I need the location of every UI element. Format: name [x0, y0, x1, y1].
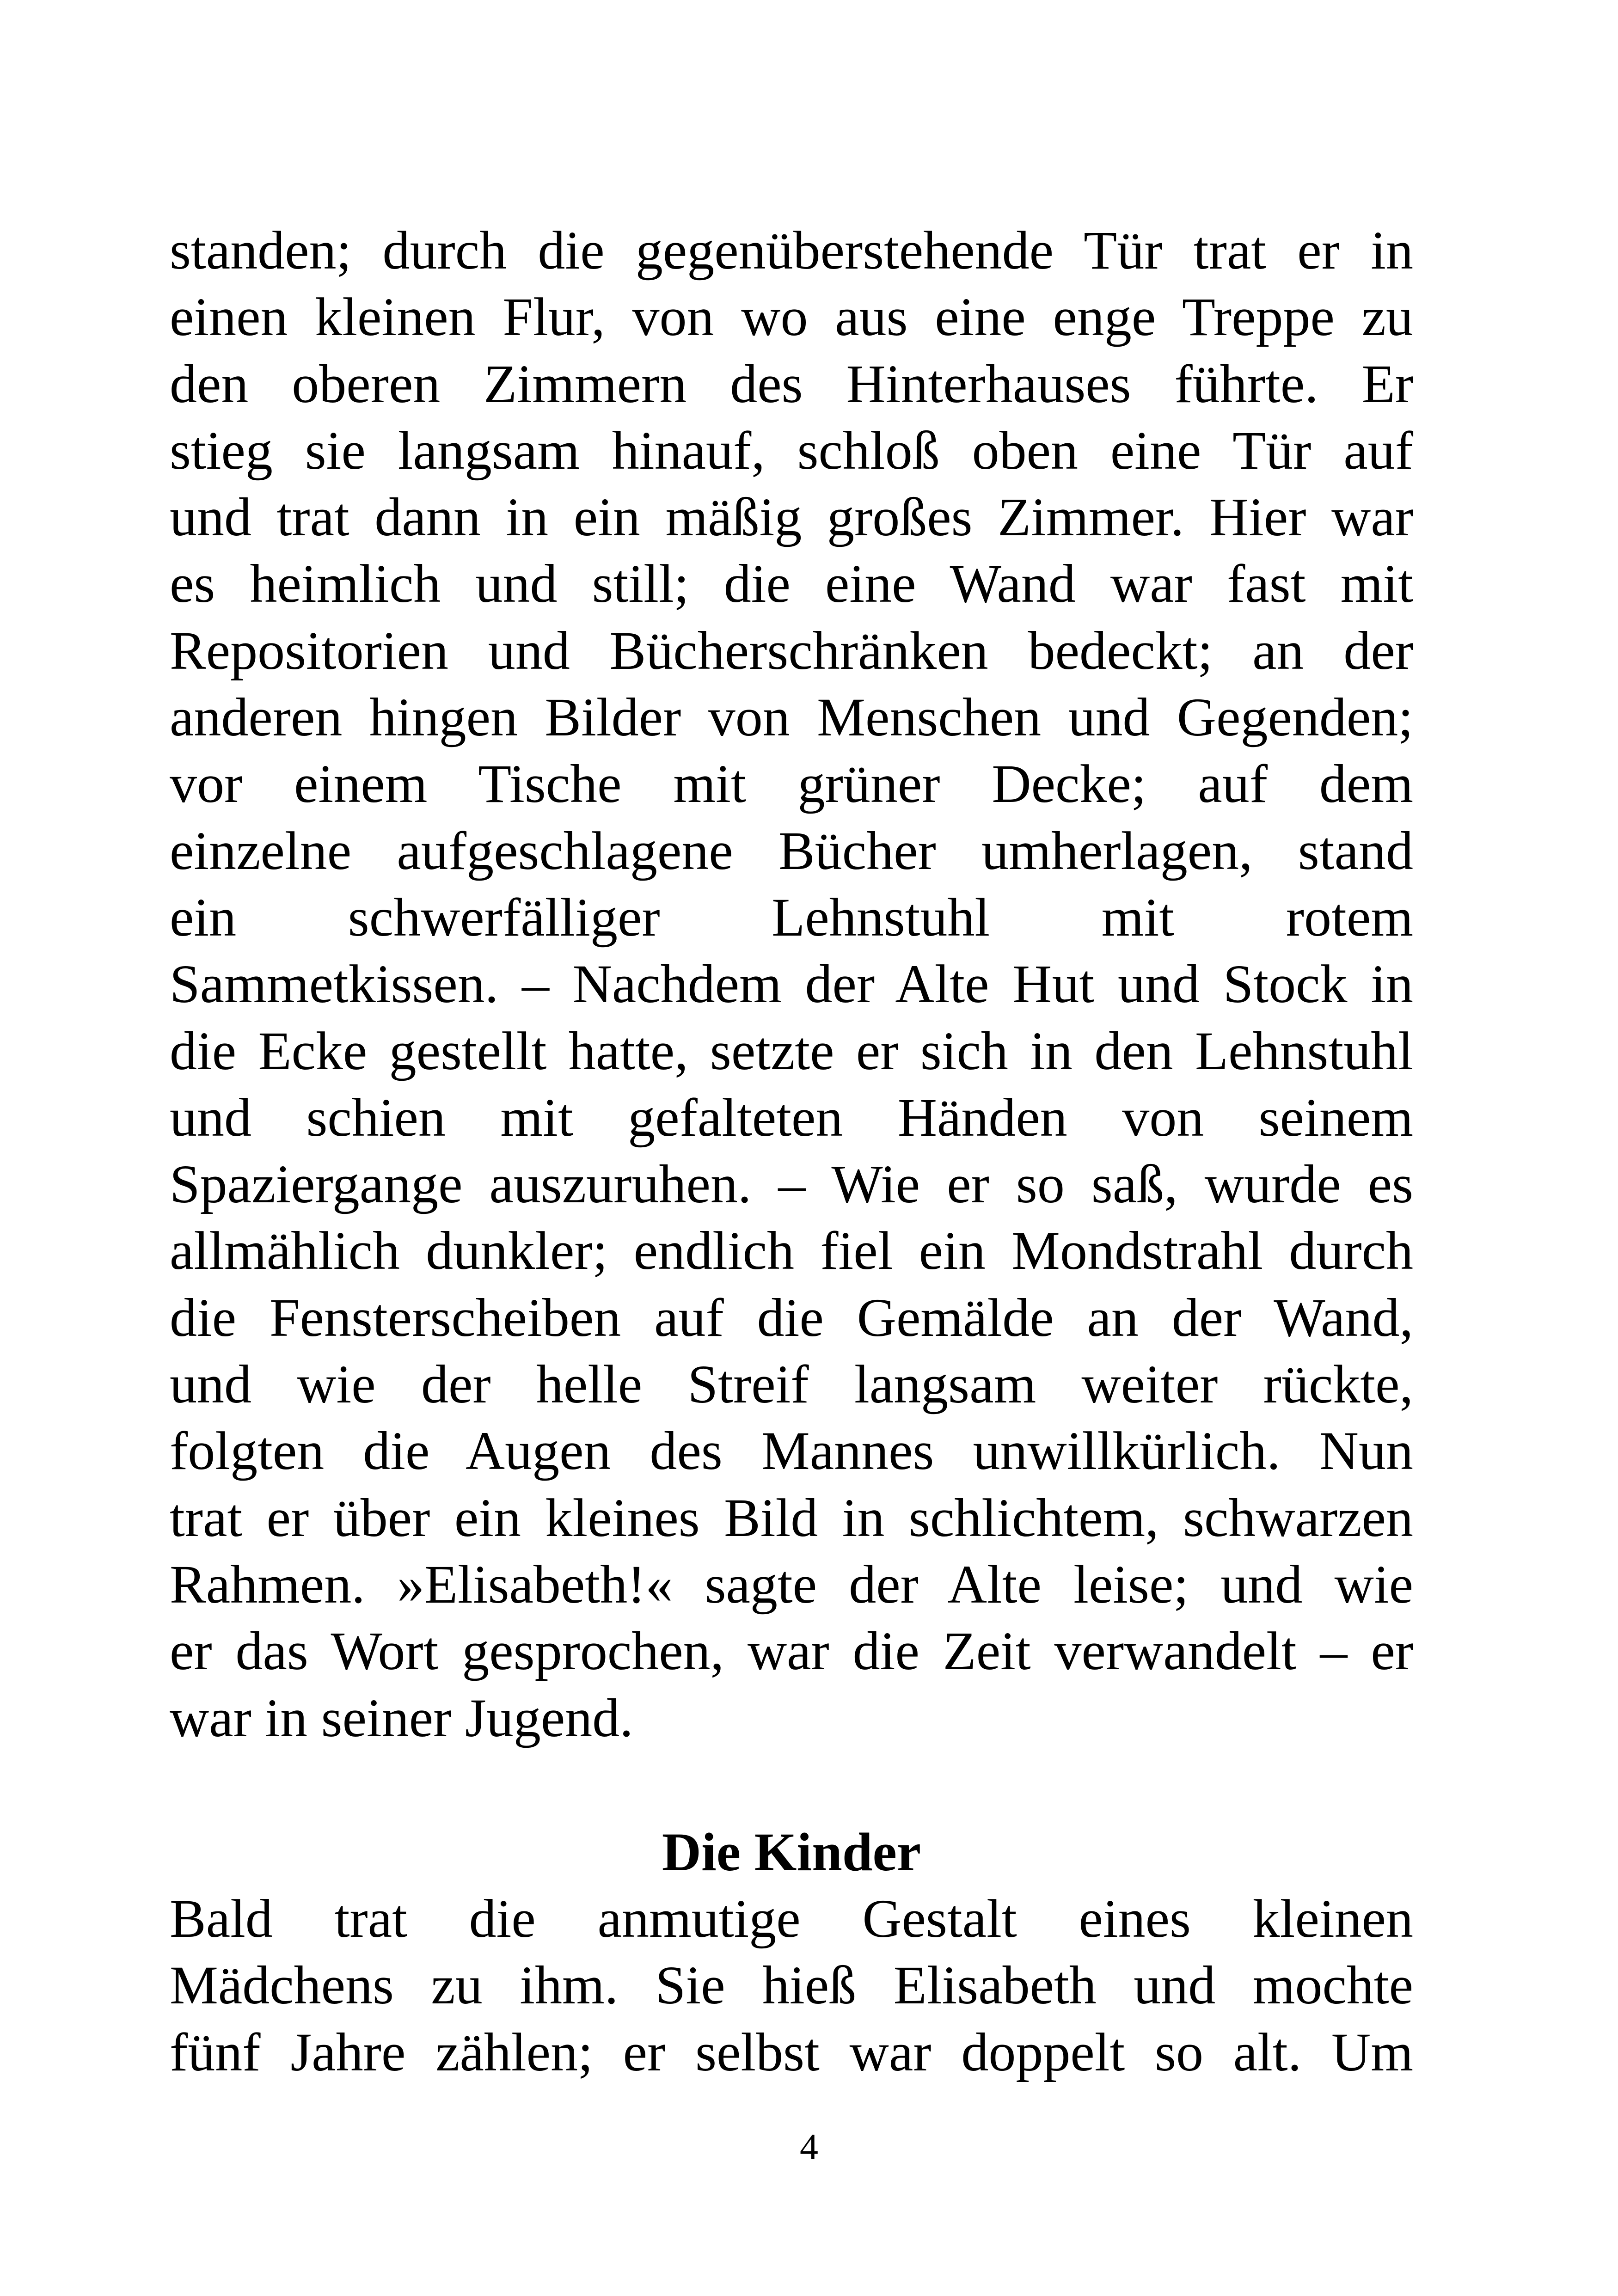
text-line: einzelne aufgeschlagene Bücher umherlagen, stand: [170, 820, 1413, 881]
text-line: stieg sie langsam hinauf, schloß oben eine Tür auf: [170, 420, 1413, 481]
text-line: die Fensterscheiben auf die Gemälde an der Wand,: [170, 1287, 1413, 1348]
text-line: die Ecke gestellt hatte, setzte er sich in den Lehnstuhl: [170, 1020, 1413, 1081]
text-line: standen; durch die gegenüberstehende Tür trat er in: [170, 220, 1413, 281]
text-line: einen kleinen Flur, von wo aus eine enge Treppe zu: [170, 287, 1413, 348]
page-number: 4: [800, 2127, 818, 2167]
text-line: er das Wort gesprochen, war die Zeit verwandelt – er: [170, 1621, 1413, 1682]
text-line: trat er über ein kleines Bild in schlichtem, schwarzen: [170, 1487, 1413, 1548]
body-paragraph-2: [170, 1886, 1413, 2086]
text-line: allmählich dunkler; endlich fiel ein Mondstrahl durch: [170, 1220, 1413, 1281]
text-line: fünf Jahre zählen; er selbst war doppelt so alt. Um: [170, 2021, 1413, 2082]
text-line: vor einem Tische mit grüner Decke; auf dem: [170, 753, 1413, 814]
text-line: Mädchens zu ihm. Sie hieß Elisabeth und mochte: [170, 1955, 1413, 2016]
chapter-heading: Die Kinder: [662, 1822, 921, 1882]
body-paragraph-1: [170, 217, 1413, 1751]
text-line: Sammetkissen. – Nachdem der Alte Hut und Stock in: [170, 954, 1413, 1015]
text-line: es heimlich und still; die eine Wand war fast mit: [170, 553, 1413, 614]
text-line: ein schwerfälliger Lehnstuhl mit rotem: [170, 887, 1413, 948]
text-line: den oberen Zimmern des Hinterhauses führte. Er: [170, 353, 1413, 414]
text-line: und wie der helle Streif langsam weiter rückte,: [170, 1354, 1413, 1415]
text-line: Spaziergange auszuruhen. – Wie er so saß, wurde es: [170, 1154, 1413, 1215]
text-line: anderen hingen Bilder von Menschen und Gegenden;: [170, 687, 1413, 748]
text-line: und schien mit gefalteten Händen von seinem: [170, 1087, 1413, 1148]
text-line: folgten die Augen des Mannes unwillkürlich. Nun: [170, 1420, 1413, 1482]
text-line: Repositorien und Bücherschränken bedeckt; an der: [170, 620, 1413, 681]
text-line: Bald trat die anmutige Gestalt eines kleinen: [170, 1888, 1413, 1949]
text-line: und trat dann in ein mäßig großes Zimmer. Hier war: [170, 487, 1413, 548]
text-line: Rahmen. »Elisabeth!« sagte der Alte leise; und wie: [170, 1554, 1413, 1615]
text-line: war in seiner Jugend.: [170, 1687, 633, 1748]
